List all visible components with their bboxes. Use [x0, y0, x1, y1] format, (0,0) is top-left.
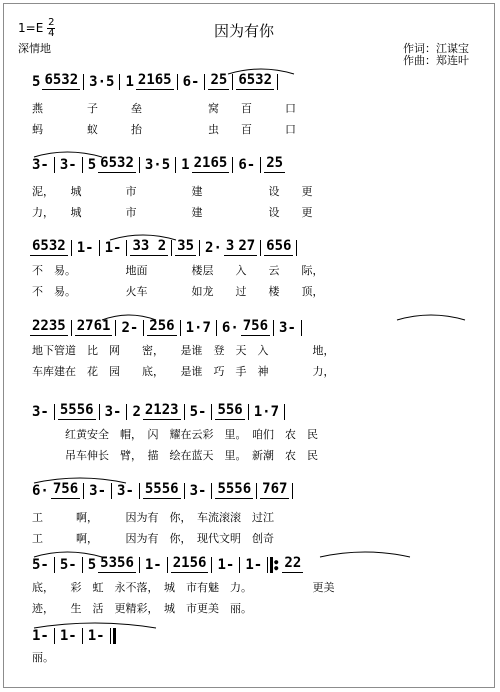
barline [139, 157, 140, 173]
notation-system-5 [30, 404, 288, 420]
barline [284, 404, 285, 420]
key-label: 1=E [18, 21, 44, 35]
lyrics-verse-1: 红黄安全 帽， 闪 耀在云彩 里。 咱们 农 民 [32, 428, 318, 441]
note-group: 5356 [100, 555, 134, 571]
barline [126, 404, 127, 420]
barline [171, 240, 172, 256]
note-group: 556 [217, 402, 243, 418]
note-group: 6532 [238, 72, 273, 88]
note-group: 2165 [193, 155, 228, 171]
barline [139, 483, 140, 499]
lyrics-verse-2: 工 啊， 因为有 你， 现代文明 创奇 [32, 532, 274, 545]
note-group: 3- [59, 157, 77, 173]
slur [318, 549, 413, 559]
note-group: 6532 [44, 72, 79, 88]
note-group: 1·7 [185, 320, 211, 336]
note-group: 2123 [144, 402, 179, 418]
note-group: 3- [189, 483, 207, 499]
barline [239, 557, 240, 573]
barline [248, 404, 249, 420]
barline [143, 320, 144, 336]
notation-system-8 [30, 628, 116, 644]
note-group: 1- [104, 240, 122, 256]
barline [82, 557, 83, 573]
barline [180, 320, 181, 336]
note-group: 1- [217, 557, 235, 573]
barline [54, 404, 55, 420]
lyrics-verse-1: 泥， 城 市 建 设 更 [32, 185, 313, 198]
note-group: 1- [32, 628, 49, 644]
note-group: 2761 [76, 318, 111, 334]
barline [99, 240, 100, 256]
barline [256, 483, 257, 499]
tempo-marking: 深情地 [18, 42, 51, 55]
barline [54, 628, 55, 644]
barline [277, 74, 278, 90]
composer-credit: 作曲：郑连叶 [403, 54, 469, 67]
barline [82, 628, 83, 644]
note-group: 5556 [59, 402, 94, 418]
note-group: 2165 [137, 72, 172, 88]
lyrics-verse-1: 不 易。 地面 楼层 入 云 际， [32, 264, 324, 277]
lyrics-verse-1: 燕 子 垒 窝 百 口 [32, 102, 296, 115]
note-group: 27 [238, 238, 256, 254]
barline [301, 320, 302, 336]
slur [30, 149, 105, 159]
note-group: 6532 [32, 238, 66, 254]
note-group: 5 [32, 74, 41, 90]
barline [260, 240, 261, 256]
notation-system-6 [30, 483, 296, 499]
notation-system-2 [30, 157, 285, 173]
note-group: 5556 [217, 481, 252, 497]
slur [100, 312, 158, 322]
barline [184, 404, 185, 420]
note-group: 3- [32, 157, 49, 173]
note-group: 5556 [144, 481, 179, 497]
barline [211, 404, 212, 420]
lyrics-verse-2: 车库建在 花 园 底， 是谁 巧 手 神 力， [32, 365, 335, 378]
note-group: 3·5 [89, 74, 115, 90]
note-group: 2 [132, 404, 141, 420]
barline [184, 483, 185, 499]
note-group: 1- [59, 628, 77, 644]
note-group: 6· [32, 483, 49, 499]
note-group: 5 [87, 557, 97, 573]
barline [115, 320, 116, 336]
barline [175, 157, 176, 173]
note-group: 3- [104, 404, 122, 420]
note-group: 3 [225, 238, 235, 254]
barline [232, 74, 233, 90]
lyrics-verse-1: 地下管道 比 网 密， 是谁 登 天 入 地， [32, 344, 335, 357]
time-numerator: 2 [48, 17, 55, 28]
note-group: 2- [121, 320, 139, 336]
time-denominator: 4 [48, 28, 55, 39]
barline [54, 157, 55, 173]
lyrics-verse-2: 蚂 蚁 抬 虫 百 口 [32, 123, 296, 136]
note-group: 756 [52, 481, 79, 497]
barline [273, 320, 274, 336]
note-group: 25 [210, 72, 228, 88]
note-group: 2· [205, 240, 222, 256]
note-group: 3- [279, 320, 296, 336]
barline [211, 483, 212, 499]
note-group: 656 [266, 238, 292, 254]
note-group: 3·5 [144, 157, 171, 173]
barline [177, 74, 178, 90]
barline [83, 74, 84, 90]
barline [260, 157, 261, 173]
slur [226, 66, 296, 76]
barline [232, 157, 233, 173]
note-group: 2235 [32, 318, 66, 334]
note-group: 6- [238, 157, 256, 173]
note-group: 1·7 [253, 404, 280, 420]
lyrics-verse-2: 不 易。 火车 如龙 过 楼 顶， [32, 285, 324, 298]
key-signature [18, 18, 55, 39]
barline [99, 404, 100, 420]
barline [111, 483, 112, 499]
note-group: 3- [117, 483, 134, 499]
note-group: 3- [89, 483, 107, 499]
note-group: 3- [32, 404, 49, 420]
barline [167, 557, 168, 573]
barline [82, 157, 83, 173]
slur [30, 620, 160, 630]
lyrics-verse-1: 底， 彩 虹 永不落， 城 市有魅 力。 更美 [32, 581, 335, 594]
slur [30, 475, 130, 485]
barline [71, 320, 72, 336]
note-group: 256 [149, 318, 175, 334]
slur [108, 232, 178, 242]
note-group: 6- [182, 74, 200, 90]
lyrics-verse-1: 工 啊， 因为有 你， 车流滚滚 过江 [32, 511, 274, 524]
note-group: 5- [32, 557, 49, 573]
note-group: 35 [177, 238, 195, 254]
note-group: 1 [125, 74, 134, 90]
barline [296, 240, 297, 256]
note-group: 1- [87, 628, 105, 644]
barline [139, 557, 140, 573]
song-title: 因为有你 [214, 22, 275, 40]
lyrics-verse-2: 吊车伸长 臂， 描 绘在蓝天 里。 新潮 农 民 [32, 449, 318, 462]
barline [83, 483, 84, 499]
barline [71, 240, 72, 256]
slur [395, 312, 467, 322]
notation-system-4 [30, 320, 305, 336]
note-group: 6532 [100, 155, 134, 171]
notation-system-7 [30, 557, 303, 573]
barline [54, 557, 55, 573]
lyrics-verse-1: 丽。 [32, 651, 54, 664]
note-group: 2156 [172, 555, 207, 571]
barline [292, 483, 293, 499]
barline [216, 320, 217, 336]
note-group: 1- [76, 240, 94, 256]
time-signature [47, 18, 55, 39]
note-group: 6· [221, 320, 239, 336]
barline [119, 74, 120, 90]
barline [199, 240, 200, 256]
notation-system-1 [30, 74, 281, 90]
note-group: 1- [144, 557, 162, 573]
lyricist-credit: 作词：江谋宝 [403, 42, 469, 55]
lyrics-verse-2: 迹， 生 活 更精彩， 城 市更美 丽。 [32, 602, 252, 615]
note-group: 1- [245, 557, 263, 573]
repeat-sign: ● ● [267, 557, 279, 573]
slur [30, 549, 105, 559]
lyrics-verse-2: 力， 城 市 建 设 更 [32, 206, 313, 219]
note-group: 22 [284, 555, 302, 571]
note-group: 756 [242, 318, 269, 334]
note-group: 5- [189, 404, 207, 420]
note-group: 33 2 [132, 238, 167, 254]
note-group: 767 [262, 481, 288, 497]
note-group: 25 [266, 155, 284, 171]
barline [126, 240, 127, 256]
barline [211, 557, 212, 573]
notation-system-3 [30, 240, 300, 256]
note-group: 1 [181, 157, 190, 173]
barline [204, 74, 205, 90]
final-barline [110, 628, 116, 644]
note-group: 5 [87, 157, 97, 173]
note-group: 5- [59, 557, 77, 573]
